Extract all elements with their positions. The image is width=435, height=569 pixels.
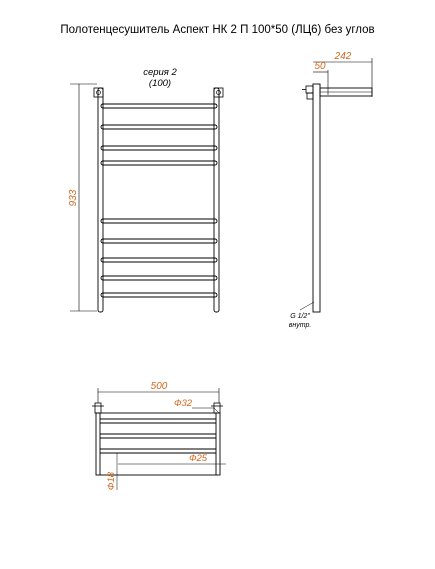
rung [101, 161, 217, 165]
side-view [289, 51, 372, 329]
top-view [92, 381, 226, 490]
rung [101, 146, 217, 150]
rung [101, 104, 217, 108]
right-top-connector [217, 91, 221, 95]
rung [101, 276, 217, 280]
diameter-top: Ф32 [173, 398, 193, 409]
series-spacing-label: (100) [148, 78, 172, 89]
diagram-title: Полотенцесушитель Аспект НК 2 П 100*50 (ЛЦ6) без углов [60, 24, 375, 36]
rung [101, 293, 217, 297]
wall-fitting-lower [307, 93, 313, 99]
wall-fitting-top [306, 86, 313, 93]
diam-top-leader-tip [214, 408, 219, 413]
thread-label: G 1/2" [290, 313, 310, 320]
left-vertical-pipe [98, 88, 103, 312]
height-dimension: 933 [68, 189, 79, 207]
front-view [68, 67, 223, 312]
width-dimension: 500 [150, 381, 168, 392]
rung [101, 219, 217, 223]
rungs [101, 104, 217, 297]
left-top-connector [95, 403, 101, 413]
rung [101, 258, 217, 262]
rung [101, 125, 217, 129]
series-label: серия 2 [143, 67, 177, 78]
offset-dimension: 50 [314, 61, 326, 72]
right-top-connector [214, 403, 220, 413]
side-vertical-pipe [313, 84, 320, 312]
right-vertical-pipe [214, 88, 219, 312]
thread-leader [300, 302, 314, 310]
top-frame [96, 413, 220, 475]
depth-dimension: 242 [334, 51, 352, 62]
rung [101, 239, 217, 243]
thread-note: внутр. [288, 322, 312, 329]
diameter-side: Ф18 [106, 471, 117, 491]
diameter-bottom: Ф25 [188, 453, 208, 464]
left-top-connector [97, 91, 101, 95]
